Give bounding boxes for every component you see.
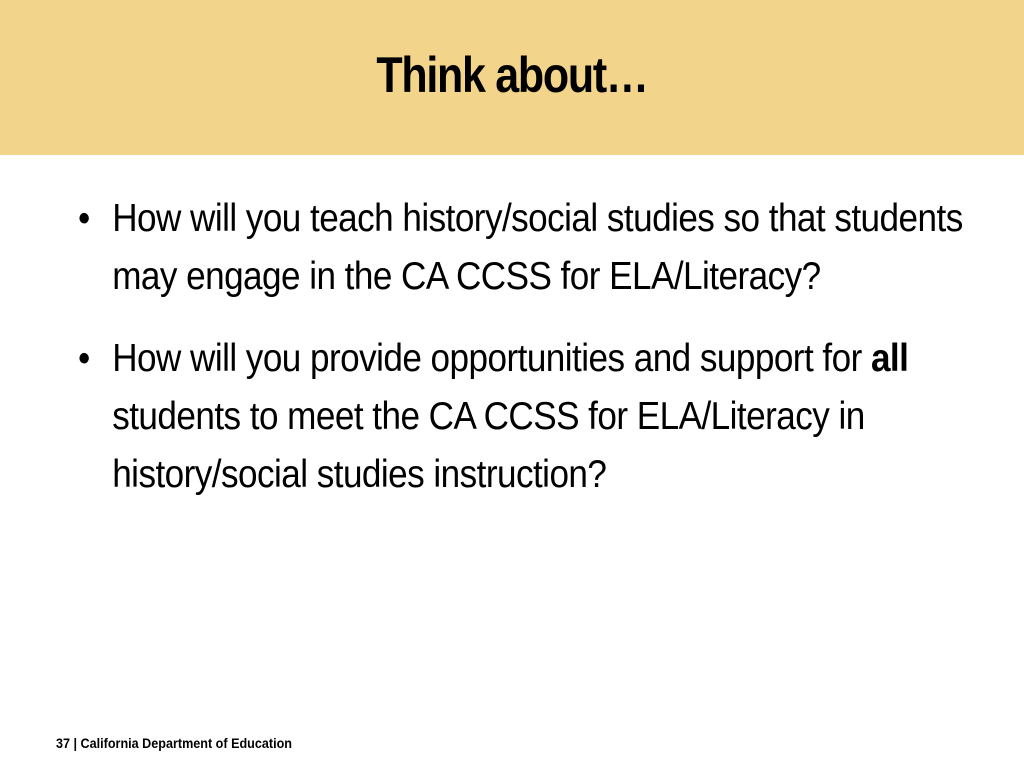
bullet-item-2 bbox=[78, 330, 976, 504]
footer bbox=[56, 734, 292, 752]
emphasized-word: all bbox=[870, 337, 909, 380]
organization-name: California Department of Education bbox=[80, 735, 292, 751]
bullet-symbol: • bbox=[78, 197, 90, 240]
slide-title: Think about… bbox=[376, 47, 648, 103]
bullet-symbol: • bbox=[78, 337, 90, 380]
footer-separator: | bbox=[70, 735, 81, 751]
bullet-list bbox=[78, 190, 978, 528]
bullet-text: How will you teach history/social studies so that students may engage in the CA CCSS for ELA/Literacy? bbox=[112, 197, 963, 298]
bullet-text-end: students to meet the CA CCSS for ELA/Literacy in history/social studies instruction? bbox=[112, 395, 865, 496]
bullet-text-start: How will you provide opportunities and support for bbox=[112, 337, 871, 380]
bullet-item-1 bbox=[78, 190, 976, 306]
page-number: 37 bbox=[56, 735, 71, 751]
